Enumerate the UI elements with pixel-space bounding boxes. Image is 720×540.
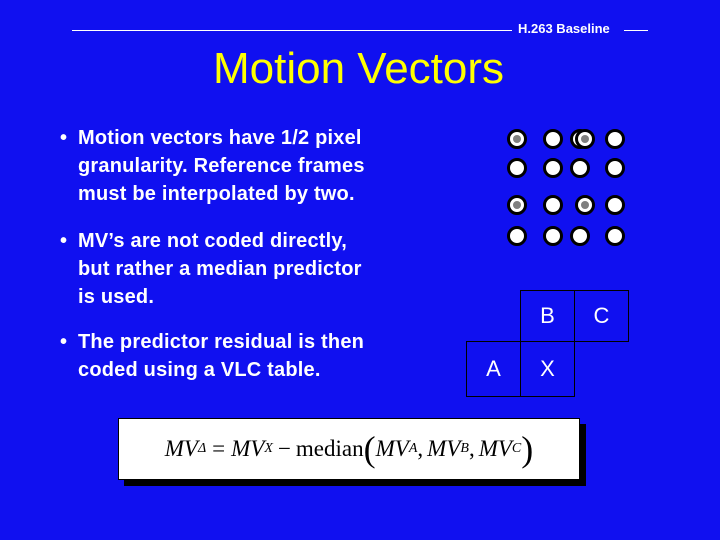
- formula-function: median: [295, 436, 364, 461]
- pixel-dot: [581, 201, 589, 209]
- formula-term: MV: [427, 436, 461, 461]
- bullet-line: is used.: [78, 286, 155, 308]
- formula-term: MV: [478, 436, 512, 461]
- formula-term: MV: [375, 436, 409, 461]
- bullet-3: [60, 328, 460, 384]
- pixel-dot: [581, 135, 589, 143]
- pixel-dot: [513, 201, 521, 209]
- bullet-line: The predictor residual is then: [78, 331, 365, 353]
- bullet-2: [60, 227, 460, 311]
- block-c: [574, 290, 629, 342]
- formula-subscript: Δ: [197, 441, 207, 456]
- bullet-line: coded using a VLC table.: [78, 359, 321, 381]
- bullet-dot: •: [60, 331, 68, 353]
- bullet-line: MV’s are not coded directly,: [78, 230, 347, 252]
- block-x-label: X: [540, 356, 555, 381]
- interpolated-pixel-circle: [507, 129, 527, 149]
- block-c-label: C: [593, 303, 610, 328]
- pixel-circle: [570, 226, 590, 246]
- pixel-circle: [605, 129, 625, 149]
- formula-subscript: X: [264, 441, 273, 456]
- slide-title: Motion Vectors: [213, 44, 505, 93]
- pixel-circle: [543, 195, 563, 215]
- pixel-circle: [543, 129, 563, 149]
- interpolated-pixel-circle: [575, 195, 595, 215]
- bullet-line: must be interpolated by two.: [78, 183, 355, 205]
- formula-subscript: A: [408, 441, 418, 456]
- formula-paren-open: (: [363, 429, 376, 469]
- formula-comma: ,: [417, 436, 424, 461]
- pixel-dot: [513, 135, 521, 143]
- bullet-dot: •: [60, 230, 68, 252]
- pixel-circle: [570, 158, 590, 178]
- bullet-line: but rather a median predictor: [78, 258, 362, 280]
- block-a-label: A: [486, 356, 501, 381]
- block-b: [520, 290, 575, 342]
- formula-subscript: C: [511, 441, 522, 456]
- formula-term: MV: [164, 436, 198, 461]
- header-rule-left: [72, 30, 512, 31]
- header-label: H.263 Baseline: [518, 21, 610, 36]
- bullet-dot: •: [60, 127, 68, 149]
- formula-comma: ,: [468, 436, 475, 461]
- formula-equals: =: [212, 436, 226, 461]
- pixel-circle: [605, 226, 625, 246]
- bullet-line: granularity. Reference frames: [78, 155, 365, 177]
- block-x: [520, 341, 575, 397]
- header-rule-right: [624, 30, 648, 31]
- pixel-circle: [543, 226, 563, 246]
- bullet-1: [60, 124, 460, 208]
- interpolated-pixel-circle: [507, 195, 527, 215]
- pixel-circle: [605, 158, 625, 178]
- block-a: [466, 341, 521, 397]
- formula-term: MV: [231, 436, 265, 461]
- block-b-label: B: [540, 303, 555, 328]
- pixel-circle: [507, 158, 527, 178]
- interpolated-pixel-circle: [575, 129, 595, 149]
- formula-subscript: B: [460, 441, 469, 456]
- formula-paren-close: ): [521, 429, 534, 469]
- pixel-circle: [543, 158, 563, 178]
- pixel-circle: [507, 226, 527, 246]
- median-prediction-formula: [118, 418, 580, 480]
- bullet-line: Motion vectors have 1/2 pixel: [78, 127, 362, 149]
- formula-minus: −: [277, 436, 291, 461]
- pixel-circle: [605, 195, 625, 215]
